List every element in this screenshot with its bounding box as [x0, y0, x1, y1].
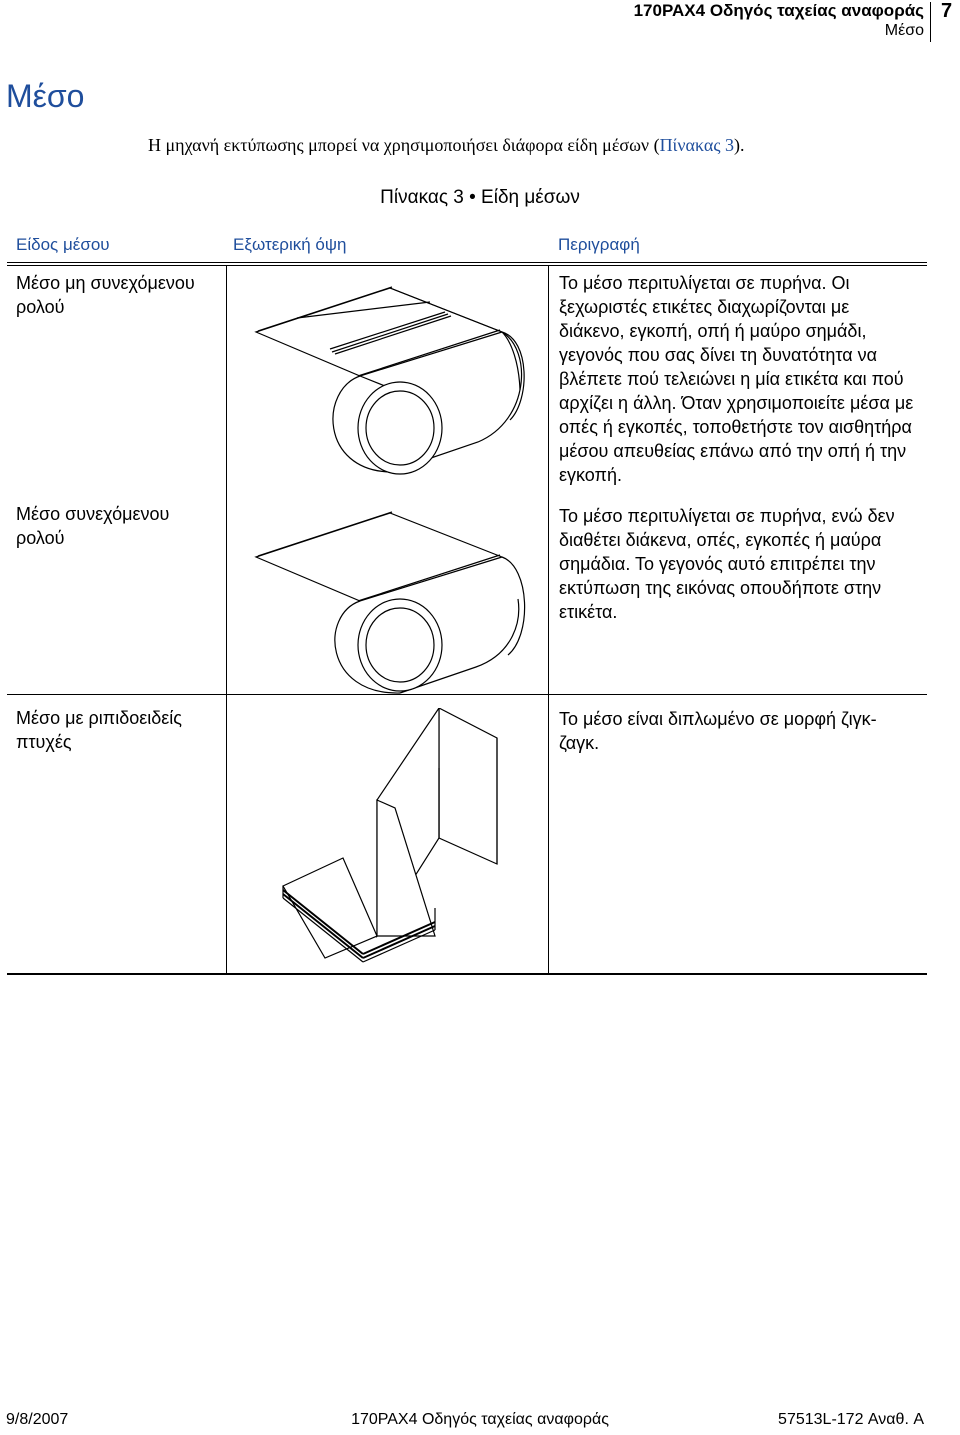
running-header-title: 170PAX4 Οδηγός ταχείας αναφοράς	[633, 1, 924, 20]
table-bottom-rule	[7, 973, 927, 975]
description-continuous-roll: Το μέσο περιτυλίγεται σε πυρήνα, ενώ δεν διαθέτει διάκενα, οπές, εγκοπές ή μαύρα σημάδια. Το γεγονός αυτό επιτρέπει την εκτύπωση της εικόνας οπουδήποτε στην ετικέτα.	[559, 506, 895, 622]
column-header-media-type: Είδος μέσου	[16, 235, 110, 254]
continuous-roll-illustration	[240, 495, 530, 695]
page-number: 7	[941, 0, 953, 22]
media-type-continuous-roll: Μέσο συνεχόμενου ρολού	[16, 504, 170, 548]
footer-date: 9/8/2007	[6, 1411, 69, 1428]
media-type-fanfold: Μέσο με ριπιδοειδείς πτυχές	[16, 708, 182, 752]
table-column-divider	[226, 265, 227, 974]
table-column-divider	[548, 265, 549, 974]
description-fanfold: Το μέσο είναι διπλωμένο σε μορφή ζιγκ-ζαγκ.	[559, 709, 877, 753]
table-reference-link[interactable]: Πίνακας 3	[659, 135, 734, 155]
intro-text: Η μηχανή εκτύπωσης μπορεί να χρησιμοποιήσει διάφορα είδη μέσων (	[148, 135, 660, 155]
table-header-rule-inner	[7, 265, 927, 266]
non-continuous-roll-illustration	[240, 270, 530, 480]
footer-document-number: 57513L-172 Αναθ. A	[778, 1411, 924, 1428]
fanfold-media-illustration	[265, 708, 515, 968]
running-header-subtitle: Μέσο	[884, 22, 924, 39]
media-type-non-continuous-roll: Μέσο μη συνεχόμενου ρολού	[16, 273, 195, 317]
intro-paragraph	[148, 135, 744, 156]
running-header	[0, 0, 960, 48]
table-caption: Πίνακας 3 • Είδη μέσων	[380, 187, 580, 208]
column-header-description: Περιγραφή	[558, 235, 640, 254]
footer-guide-title: 170PAX4 Οδηγός ταχείας αναφοράς	[351, 1411, 609, 1428]
column-header-appearance: Εξωτερική όψη	[233, 235, 347, 254]
section-title: Μέσο	[6, 78, 85, 114]
table-header-rule	[7, 262, 927, 263]
description-non-continuous-roll: Το μέσο περιτυλίγεται σε πυρήνα. Οι ξεχωριστές ετικέτες διαχωρίζονται με διάκενο, εγκοπή, οπή ή μαύρο σημάδι, γεγονός που σας δίνει τη δυνατότητα να βλέπετε πού τελειώνει η μία ετικέτα και πού αρχίζει η άλλη. Όταν χρησιμοποιείτε μέσα με οπές ή εγκοπές, τοποθετήστε τον αισθητήρα μέσου απευθείας επάνω από την οπή ή την εγκοπή.	[559, 273, 914, 485]
running-header-rule	[930, 2, 931, 42]
intro-end: ).	[733, 135, 745, 155]
